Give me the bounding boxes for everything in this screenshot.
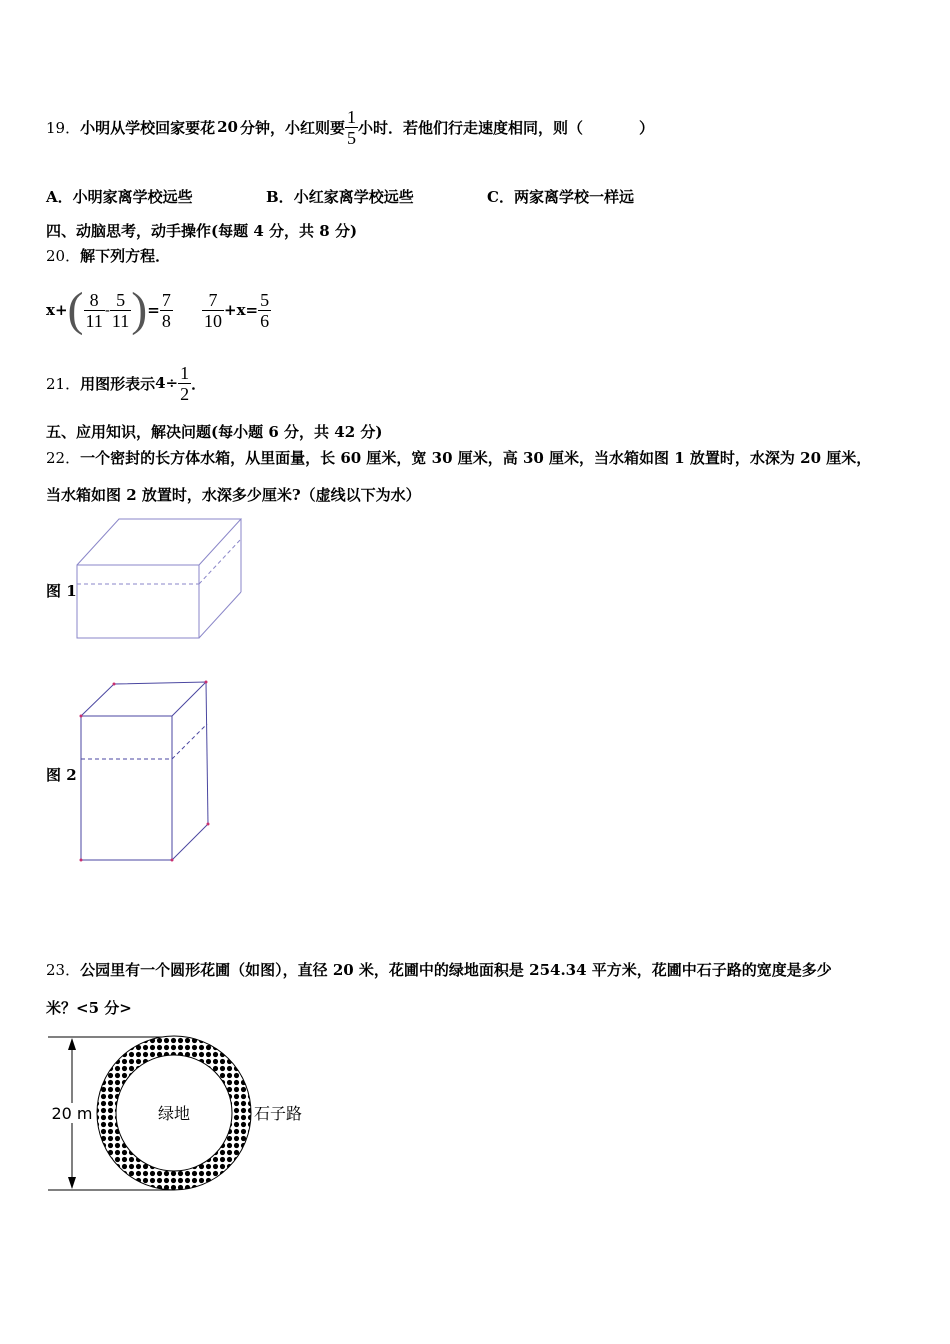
- q20-text: 解下列方程．: [80, 247, 171, 265]
- q19-text-a: 小明从学校回家要花: [80, 118, 216, 137]
- section-4-heading: [46, 220, 357, 241]
- dim-arrow-bottom: [68, 1177, 76, 1189]
- option-key: A．: [46, 188, 73, 206]
- frac-den: 2: [180, 383, 190, 404]
- box2-water-side: [172, 724, 207, 759]
- eq2-frac-right: [258, 290, 271, 331]
- q21-end: ．: [191, 374, 207, 393]
- section-5-title: 五、应用知识，解决问题(每小题: [46, 423, 264, 441]
- section-5-points-total: 42: [334, 423, 356, 441]
- dim-arrow-top: [68, 1038, 76, 1050]
- q20-equation-1: [46, 280, 173, 340]
- q19-text-b: 分钟，小红则要: [239, 118, 345, 137]
- q23-number: 23．: [46, 961, 81, 979]
- q19-frac-den: 5: [347, 127, 356, 148]
- figure-2-box: [70, 676, 220, 866]
- box1-right-bottom: [199, 592, 241, 638]
- box1-water-side: [199, 539, 241, 584]
- figure-2-label: 图 2: [46, 766, 77, 784]
- q21-line: [46, 360, 206, 406]
- frac-num: 7: [161, 289, 171, 310]
- q23-line-2: 米？<5 分>: [46, 999, 132, 1017]
- path-label: 石子路: [254, 1104, 303, 1123]
- section-5-end: 分): [360, 423, 383, 441]
- eq1-equals: =: [147, 301, 160, 319]
- section-4-end: 分): [334, 222, 358, 240]
- q19-option-b[interactable]: [266, 186, 414, 207]
- frac-den: 10: [204, 310, 222, 331]
- q23-text-1: 公园里有一个圆形花圃（如图），直径 20 米，花圃中的绿地面积是 254.34 平方米，花圃中石子路的宽度是多少: [80, 961, 832, 979]
- eq1-frac-result: [160, 290, 173, 331]
- section-5-heading: [46, 421, 382, 442]
- q22-number: 22．: [46, 449, 81, 467]
- q19-option-c[interactable]: [487, 186, 634, 207]
- q20-number: 20．: [46, 247, 81, 265]
- eq1-prefix: x+: [46, 301, 68, 319]
- frac-num: 5: [116, 289, 126, 310]
- frac-num: 1: [180, 362, 190, 383]
- frac-den: 11: [85, 310, 103, 331]
- box1-top-face: [77, 519, 241, 565]
- box1-front-face: [77, 565, 199, 638]
- frac-num: 5: [260, 289, 270, 310]
- frac-num: 7: [208, 289, 218, 310]
- section-5-points-each: 6: [268, 423, 279, 441]
- q22-line-1: [46, 447, 871, 468]
- q20-heading: [46, 245, 170, 266]
- q22-text-1: 一个密封的长方体水箱，从里面量，长 60 厘米，宽 30 厘米，高 30 厘米，当水箱如图 1 放置时，水深为 20 厘米，: [80, 449, 872, 467]
- q19-line: [46, 102, 654, 152]
- box2-right-bottom: [172, 824, 208, 860]
- eq1-minus: -: [104, 301, 110, 319]
- figure-1-label: 图 1: [46, 582, 77, 600]
- section-4-points-each: 4: [253, 222, 264, 240]
- q19-option-a[interactable]: [46, 186, 193, 207]
- dim-label: 20 m: [51, 1104, 93, 1123]
- frac-num: 8: [89, 289, 99, 310]
- q20-equation-2: [202, 280, 271, 340]
- option-key: B．: [266, 188, 294, 206]
- section-5-mid: 分，共: [284, 423, 330, 441]
- frac-den: 11: [111, 310, 130, 331]
- q21-number: 21．: [46, 374, 81, 393]
- left-paren: (: [67, 283, 84, 336]
- box2-right-top: [206, 682, 208, 824]
- box2-top-face: [81, 682, 206, 716]
- section-4-mid: 分，共: [269, 222, 315, 240]
- q19-text-c: 小时．若他们行走速度相同，则（: [358, 118, 584, 137]
- q19-frac-num: 1: [347, 106, 356, 127]
- q22-line-2: 当水箱如图 2 放置时，水深多少厘米?（虚线以下为水）: [46, 486, 421, 504]
- option-text: 小红家离学校远些: [293, 188, 414, 206]
- option-key: C．: [487, 188, 514, 206]
- q23-line-1: [46, 959, 832, 980]
- garden-figure: [44, 1030, 324, 1200]
- option-text: 两家离学校一样远: [513, 188, 634, 206]
- frac-den: 8: [161, 310, 171, 331]
- box2-front-face: [81, 716, 172, 860]
- q21-text: 用图形表示: [80, 374, 156, 393]
- q19-fraction: [345, 107, 358, 148]
- q19-minutes: 20: [217, 118, 238, 136]
- eq2-mid: +x=: [224, 301, 259, 319]
- q19-number: 19．: [46, 118, 81, 137]
- q21-fraction: [178, 363, 191, 404]
- option-text: 小明家离学校远些: [72, 188, 193, 206]
- eq2-frac-left: [202, 290, 224, 331]
- section-4-title: 四、动脑思考，动手操作(每题: [46, 222, 249, 240]
- frac-den: 6: [260, 310, 270, 331]
- figure-1-box: [70, 512, 250, 646]
- right-paren: ): [131, 283, 148, 336]
- lawn-label: 绿地: [157, 1104, 191, 1123]
- section-4-points-total: 8: [319, 222, 330, 240]
- q19-close-paren: ）: [639, 118, 655, 137]
- eq1-frac-a: [84, 290, 105, 331]
- eq1-frac-b: [110, 290, 131, 331]
- q21-expr: 4÷: [155, 374, 179, 392]
